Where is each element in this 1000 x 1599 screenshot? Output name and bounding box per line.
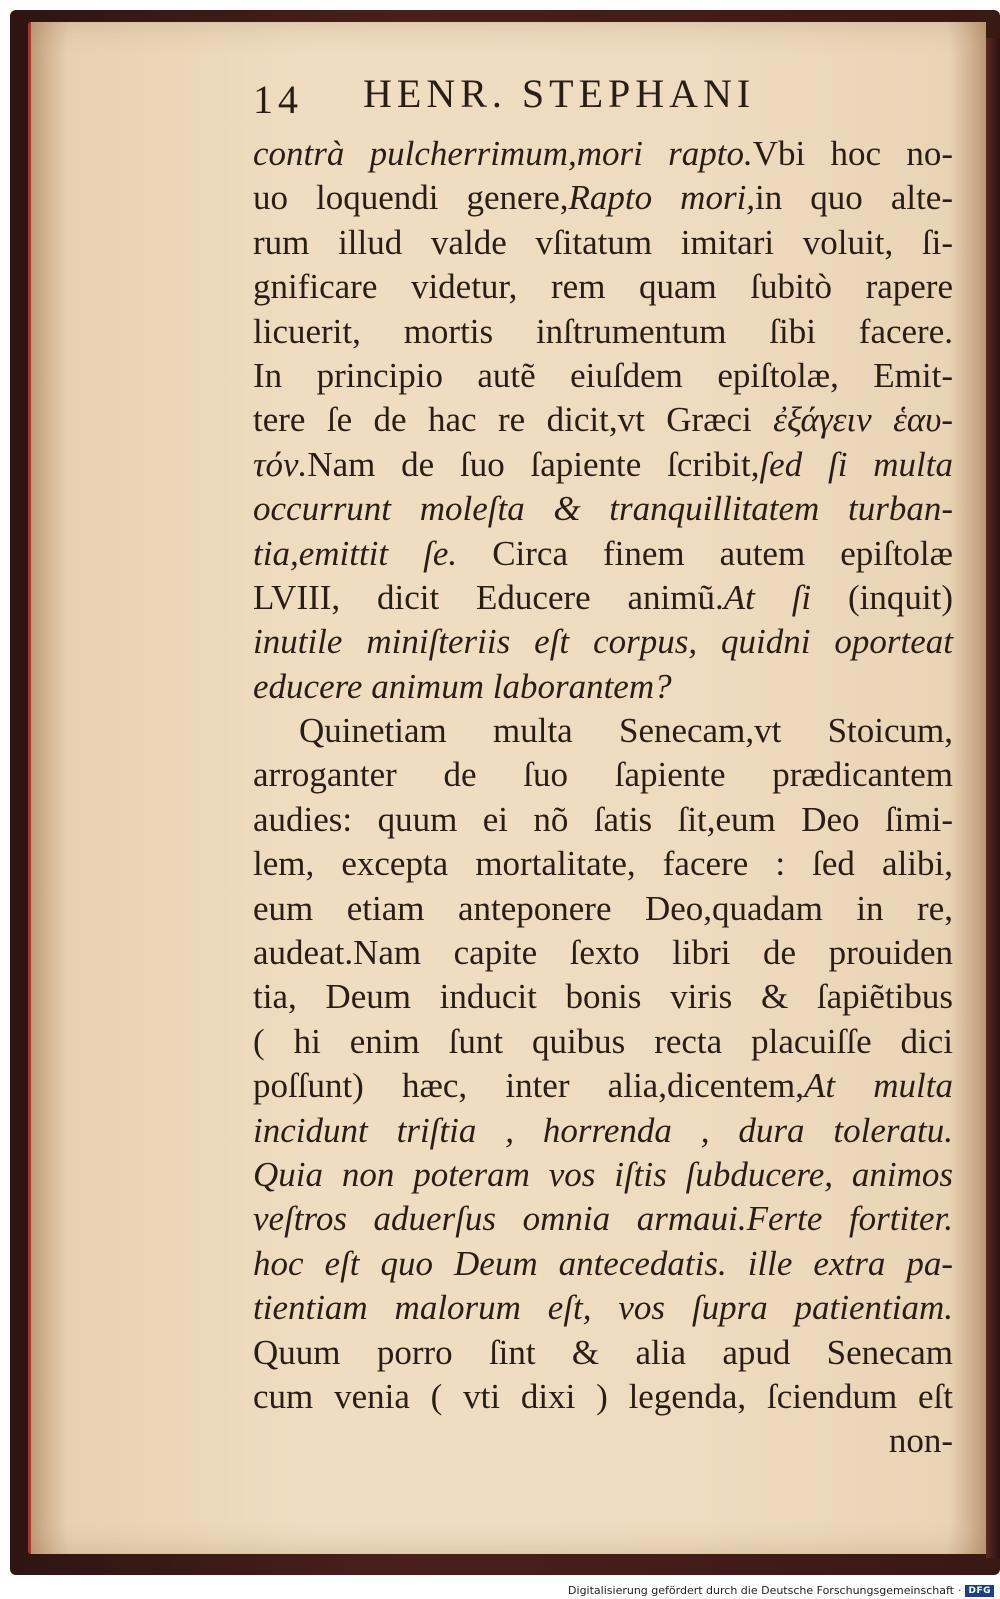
dfg-logo: DFG (965, 1585, 994, 1597)
italic-text: τόν. (253, 444, 308, 484)
text-line (253, 798, 953, 842)
text-line (253, 354, 953, 398)
text-line (253, 132, 953, 176)
roman-text: arroganter de ſuo ſapiente prædicantem (253, 755, 953, 795)
text-line (253, 1020, 953, 1064)
text-line (253, 221, 953, 265)
roman-text: cum venia ( vti dixi ) legenda, ſciendum eſt (253, 1376, 953, 1416)
italic-text: educere animum laborantem? (253, 666, 672, 706)
roman-text: eum etiam anteponere Deo,quadam in re, (253, 888, 953, 928)
text-line (253, 842, 953, 886)
roman-text: poſſunt) hæc, inter alia,dicentem, (253, 1066, 804, 1106)
italic-text: Quia non poteram vos iſtis ſubducere, animos (253, 1154, 953, 1194)
roman-text: Quinetiam multa Senecam,vt Stoicum, (299, 711, 953, 751)
running-head: HENR. STEPHANI (363, 71, 756, 116)
italic-text: tia,emittit ſe. (253, 533, 458, 573)
page-number: 14 (253, 77, 303, 122)
text-line (253, 487, 953, 531)
catchword: non- (888, 1421, 953, 1461)
text-line (253, 176, 953, 220)
roman-text: Nam de ſuo ſapiente ſcribit, (307, 444, 760, 484)
book-spine-edge (986, 38, 1000, 1558)
text-line (253, 532, 953, 576)
italic-text: At multa (803, 1066, 954, 1106)
roman-text: ( hi enim ſunt quibus recta placuiſſe dici (253, 1021, 953, 1061)
roman-text: Quum porro ſint & alia apud Senecam (253, 1332, 953, 1372)
text-line (253, 1109, 953, 1153)
roman-text: Circa finem autem epiſtolæ (457, 533, 953, 573)
text-line (253, 1331, 953, 1375)
text-line (253, 1153, 953, 1197)
roman-text: rum illud valde vſitatum imitari voluit, ſi- (253, 222, 953, 262)
roman-text: uo loquendi genere, (253, 178, 569, 218)
roman-text: audeat.Nam capite ſexto libri de prouiden (253, 933, 953, 973)
book-page (28, 22, 986, 1554)
italic-text: inutile miniſteriis eſt corpus, quidni oporteat (253, 622, 953, 662)
roman-text: In principio autẽ eiuſdem epiſtolæ, Emit- (253, 355, 953, 395)
text-line (253, 443, 953, 487)
text-line (253, 310, 953, 354)
text-line (253, 1197, 953, 1241)
italic-text: veſtros aduerſus omnia armaui.Ferte fortiter. (253, 1199, 953, 1239)
roman-text: LVIII, dicit Educere animũ. (253, 577, 724, 617)
text-line (253, 665, 953, 709)
roman-text: (inquit) (811, 577, 953, 617)
italic-text: occurrunt moleſta & tranquillitatem turban- (253, 489, 953, 529)
roman-text: tia, Deum inducit bonis viris & ſapiẽtibus (253, 977, 953, 1017)
footer-credit: Digitalisierung gefördert durch die Deutsche Forschungsgemeinschaft (568, 1584, 954, 1597)
roman-text: lem, excepta mortalitate, facere : ſed alibi, (253, 844, 953, 884)
body-text (253, 132, 953, 1419)
text-block (253, 70, 953, 1464)
digitization-footer: Digitalisierung gefördert durch die Deutsche Forschungsgemeinschaft · DFG (568, 1584, 994, 1597)
text-line (253, 1286, 953, 1330)
italic-text: incidunt triſtia , horrenda , dura toleratu. (253, 1110, 953, 1150)
text-line (253, 398, 953, 442)
text-line (253, 709, 953, 753)
text-line (253, 1375, 953, 1419)
text-line (253, 576, 953, 620)
italic-text: contrà pulcherrimum,mori rapto. (253, 134, 753, 173)
page-header (253, 70, 953, 132)
italic-text: ſed ſi multa (759, 444, 953, 484)
roman-text: tere ſe de hac re dicit,vt Græci (253, 400, 774, 440)
roman-text: audies: quum ei nõ ſatis ſit,eum Deo ſimi- (253, 799, 953, 839)
text-line (253, 753, 953, 797)
text-line (253, 1064, 953, 1108)
roman-text: gnificare videtur, rem quam ſubitò rapere (253, 267, 953, 307)
italic-text: tientiam malorum eſt, vos ſupra patientiam. (253, 1288, 953, 1328)
roman-text: licuerit, mortis inſtrumentum ſibi facere. (253, 311, 953, 351)
italic-text: ἐξάγειν ἑαυ- (773, 400, 953, 440)
italic-text: hoc eſt quo Deum antecedatis. ille extra pa- (253, 1243, 953, 1283)
text-line (253, 887, 953, 931)
text-line (253, 931, 953, 975)
roman-text: in quo alte- (755, 178, 953, 218)
italic-text: At ſi (723, 577, 812, 617)
text-line (253, 975, 953, 1019)
roman-text: Vbi hoc no- (752, 134, 953, 173)
italic-text: Rapto mori, (568, 178, 756, 218)
text-line (253, 1242, 953, 1286)
text-line (253, 265, 953, 309)
text-line (253, 620, 953, 664)
